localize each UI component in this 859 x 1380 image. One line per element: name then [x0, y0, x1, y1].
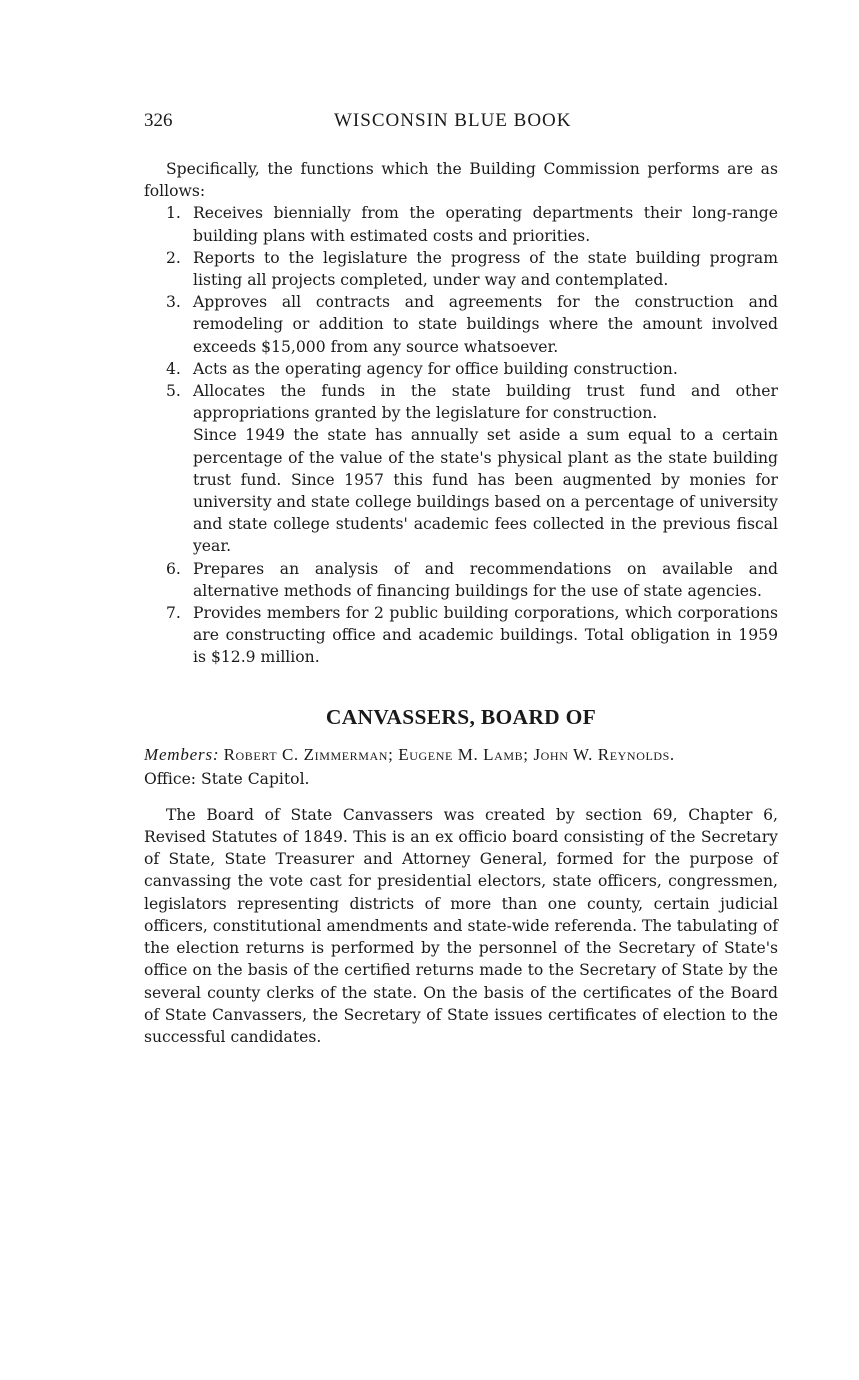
functions-list: [144, 202, 778, 668]
members-names: Robert C. Zimmerman; Eugene M. Lamb; John W. Reynolds.: [223, 744, 675, 764]
item-number: 4.: [166, 359, 181, 378]
members-label: Members:: [144, 744, 220, 764]
canvassers-description: The Board of State Canvassers was created by section 69, Chapter 6, Revised Statutes of 1849. This is an ex officio board consisting of the Secretary of State, State Treasurer and Attorney General, formed for the purpose of canvassing the vote cast for presidential electors, state officers, congressmen, legislators representing districts of more than one county, certain judicial officers, constitutional amendments and state-wide referenda. The tabulating of the election returns is performed by the personnel of the Secretary of State's office on the basis of the certified returns made to the Secretary of State by the several county clerks of the state. On the basis of the certificates of the Board of State Canvassers, the Secretary of State issues certificates of election to the successful candidates.: [144, 805, 778, 1046]
members-line: [144, 744, 778, 766]
item-text: Reports to the legislature the progress of the state building program listing all projects completed, under way and contemplated.: [193, 248, 778, 290]
office-line: Office: State Capitol.: [144, 769, 310, 788]
item-text: Acts as the operating agency for office building construction.: [193, 359, 678, 378]
item-text: Prepares an analysis of and recommendations on available and alternative methods of financing buildings for the use of state agencies.: [193, 559, 778, 600]
building-commission-section: [144, 158, 778, 669]
item-number: 1.: [166, 204, 181, 223]
item-text: Receives biennially from the operating departments their long-range building plans with estimated costs and priorities.: [193, 204, 778, 245]
item-number: 7.: [166, 604, 181, 623]
item-number: 5.: [166, 382, 181, 401]
item-text: Allocates the funds in the state building trust fund and other appropriations granted by the legislature for construction.: [193, 382, 778, 423]
book-title: WISCONSIN BLUE BOOK: [334, 110, 572, 131]
item-number: 6.: [166, 559, 181, 578]
item-number: 2.: [166, 248, 181, 267]
list-item: [144, 602, 778, 669]
item-number: 3.: [166, 293, 181, 312]
list-item: [144, 558, 778, 602]
page-number: 326: [144, 110, 173, 131]
item-note: Since 1949 the state has annually set aside a sum equal to a certain percentage of the value of the state's physical plant as the state building trust fund. Since 1957 this fund has been augmented by monies for university and state college buildings based on a percentage of university and state college students' academic fees collected in the previous fiscal year.: [193, 426, 778, 556]
page: [144, 110, 778, 1048]
item-text: Provides members for 2 public building corporations, which corporations are constructing office and academic buildings. Total obligation in 1959 is $12.9 million.: [193, 604, 778, 667]
running-head: [144, 110, 778, 136]
list-item: [144, 358, 778, 380]
list-item: [144, 291, 778, 358]
list-item: [144, 247, 778, 291]
list-item: [144, 202, 778, 246]
section-heading: CANVASSERS, BOARD OF: [325, 704, 597, 729]
functions-intro: Specifically, the functions which the Building Commission performs are as follows:: [144, 160, 778, 201]
item-text: Approves all contracts and agreements for the construction and remodeling or addition to state buildings where the amount involved exceeds $15,000 from any source whatsoever.: [193, 293, 778, 356]
list-item: [144, 380, 778, 558]
